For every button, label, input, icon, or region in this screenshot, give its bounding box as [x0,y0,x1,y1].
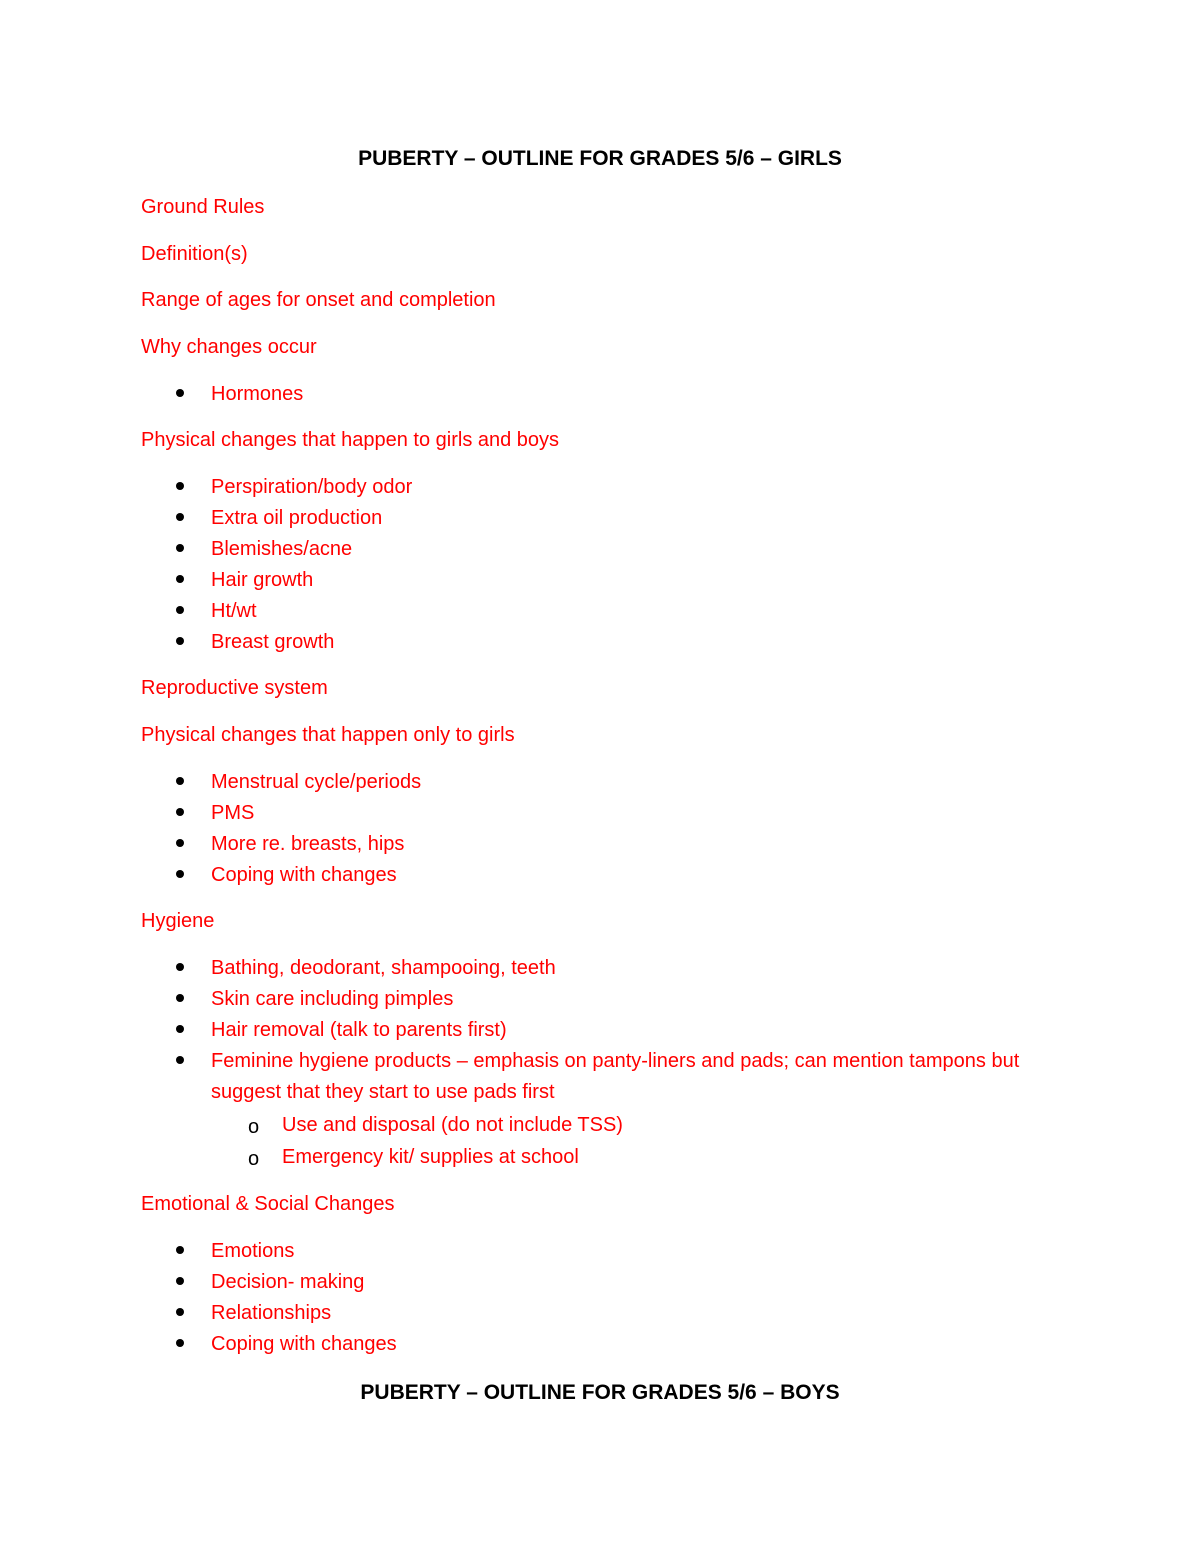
list-item-text: PMS [211,802,255,824]
bullet-icon [176,1339,184,1347]
bullet-icon [176,482,184,490]
list-item-text: Breast growth [211,631,335,653]
heading-physical-both: Physical changes that happen to girls and boys [141,429,560,451]
bullet-icon [176,808,184,816]
bullet-icon [176,839,184,847]
bullet-icon [176,1246,184,1254]
bullet-icon [176,994,184,1002]
list-item-text: More re. breasts, hips [211,833,405,855]
list-item-text: Menstrual cycle/periods [211,771,422,793]
list-item-text: Blemishes/acne [211,538,353,560]
list-item-text: Bathing, deodorant, shampooing, teeth [211,957,556,979]
list-item-text: Perspiration/body odor [211,476,413,498]
list-item-text: Hair removal (talk to parents first) [211,1019,507,1041]
heading-why-changes: Why changes occur [141,336,317,358]
bullet-icon [176,637,184,645]
title-girls: PUBERTY – OUTLINE FOR GRADES 5/6 – GIRLS [358,147,842,170]
list-item-text: Emotions [211,1240,295,1262]
list-item-text: Ht/wt [211,600,257,622]
bullet-icon [176,389,184,397]
heading-physical-girls: Physical changes that happen only to girls [141,724,515,746]
bullet-icon [176,1025,184,1033]
list-item-text: Coping with changes [211,864,397,886]
heading-ground-rules: Ground Rules [141,196,265,218]
bullet-icon [176,1308,184,1316]
list-item-text: Skin care including pimples [211,988,454,1010]
circle-bullet-icon: o [248,1148,260,1170]
list-item-text: Relationships [211,1302,332,1324]
sub-list-item-text: Use and disposal (do not include TSS) [282,1114,623,1136]
bullet-icon [176,1056,184,1064]
heading-hygiene: Hygiene [141,910,215,932]
sub-list-item-text: Emergency kit/ supplies at school [282,1146,579,1168]
bullet-icon [176,606,184,614]
bullet-icon [176,575,184,583]
heading-reproductive: Reproductive system [141,677,328,699]
bullet-icon [176,1277,184,1285]
heading-emotional: Emotional & Social Changes [141,1193,395,1215]
list-item-text: Extra oil production [211,507,383,529]
heading-range-of-ages: Range of ages for onset and completion [141,289,496,311]
bullet-icon [176,544,184,552]
title-boys: PUBERTY – OUTLINE FOR GRADES 5/6 – BOYS [360,1381,840,1404]
bullet-icon [176,777,184,785]
bullet-icon [176,870,184,878]
bullet-icon [176,513,184,521]
list-item-text: Feminine hygiene products – emphasis on panty-liners and pads; can mention tampons but suggest that they start to use pads first [211,1050,1020,1103]
list-item-text: Hair growth [211,569,314,591]
bullet-icon [176,963,184,971]
circle-bullet-icon: o [248,1116,260,1138]
heading-definitions: Definition(s) [141,243,248,265]
list-item-text: Decision- making [211,1271,365,1293]
list-item-text: Hormones [211,383,304,405]
list-item-text: Coping with changes [211,1333,397,1355]
